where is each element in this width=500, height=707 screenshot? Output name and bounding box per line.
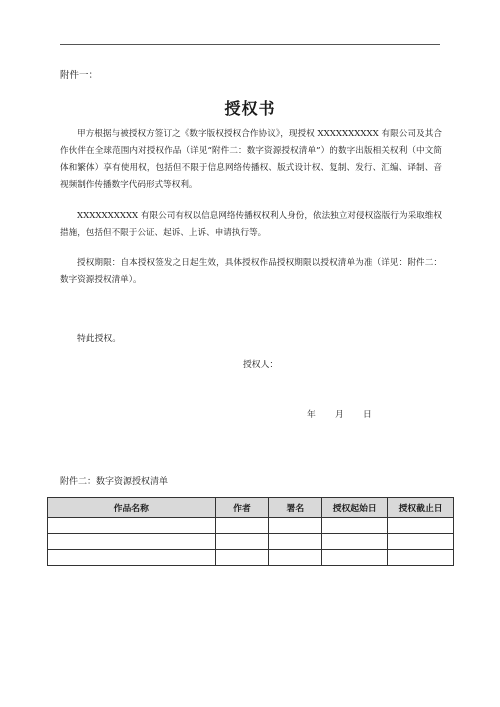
cell-byline[interactable] <box>269 534 322 550</box>
header-start-date: 授权起始日 <box>322 498 388 518</box>
cell-end-date[interactable] <box>388 550 454 566</box>
document-title: 授权书 <box>224 99 276 118</box>
table-row <box>48 550 454 566</box>
cell-end-date[interactable] <box>388 518 454 534</box>
header-work-title: 作品名称 <box>48 498 216 518</box>
paragraph-authorization-period: 授权期限：自本授权签发之日起生效，具体授权作品授权期限以授权清单为准（详见：附件二：数字资源授权清单）。 <box>60 258 442 285</box>
signature-date <box>307 407 372 420</box>
cell-work-title[interactable] <box>48 534 216 550</box>
table-header-row <box>48 498 454 518</box>
date-day-label: 日 <box>363 410 372 420</box>
cell-author[interactable] <box>215 534 269 550</box>
cell-work-title[interactable] <box>48 550 216 566</box>
paragraph-grant-scope: 甲方根据与被授权方签订之《数字版权授权合作协议》，现授权 XXXXXXXXXX 有限公司及其合作伙伴在全球范围内对授权作品（详见“附件二：数字资源授权清单”）的数字出版相关权利（中文简体和繁体）享有使用权，包括但不限于信息网络传播权、版式设计权、复制、发行、汇编、译制、音视频制作传播数字代码形式等权利。 <box>60 129 442 190</box>
grantor-signature-label: 授权人： <box>243 360 279 370</box>
cell-author[interactable] <box>215 550 269 566</box>
attachment-2-label: 附件二：数字资源授权清单 <box>60 477 169 487</box>
cell-author[interactable] <box>215 518 269 534</box>
cell-start-date[interactable] <box>322 550 388 566</box>
cell-work-title[interactable] <box>48 518 216 534</box>
header-end-date: 授权截止日 <box>388 498 454 518</box>
cell-end-date[interactable] <box>388 534 454 550</box>
cell-byline[interactable] <box>269 550 322 566</box>
table-row <box>48 518 454 534</box>
header-byline: 署名 <box>269 498 322 518</box>
cell-byline[interactable] <box>269 518 322 534</box>
authorization-list-table <box>47 497 454 566</box>
cell-start-date[interactable] <box>322 534 388 550</box>
date-year-label: 年 <box>307 410 316 420</box>
header-rule <box>60 44 440 45</box>
header-author: 作者 <box>215 498 269 518</box>
date-month-label: 月 <box>335 410 344 420</box>
table-row <box>48 534 454 550</box>
paragraph-enforcement-rights: XXXXXXXXXX 有限公司有权以信息网络传播权权利人身份，依法独立对侵权盗版行为采取维权措施，包括但不限于公证、起诉、上诉、申请执行等。 <box>60 211 442 238</box>
closing-statement: 特此授权。 <box>77 334 121 344</box>
cell-start-date[interactable] <box>322 518 388 534</box>
attachment-1-label: 附件一： <box>60 70 99 81</box>
